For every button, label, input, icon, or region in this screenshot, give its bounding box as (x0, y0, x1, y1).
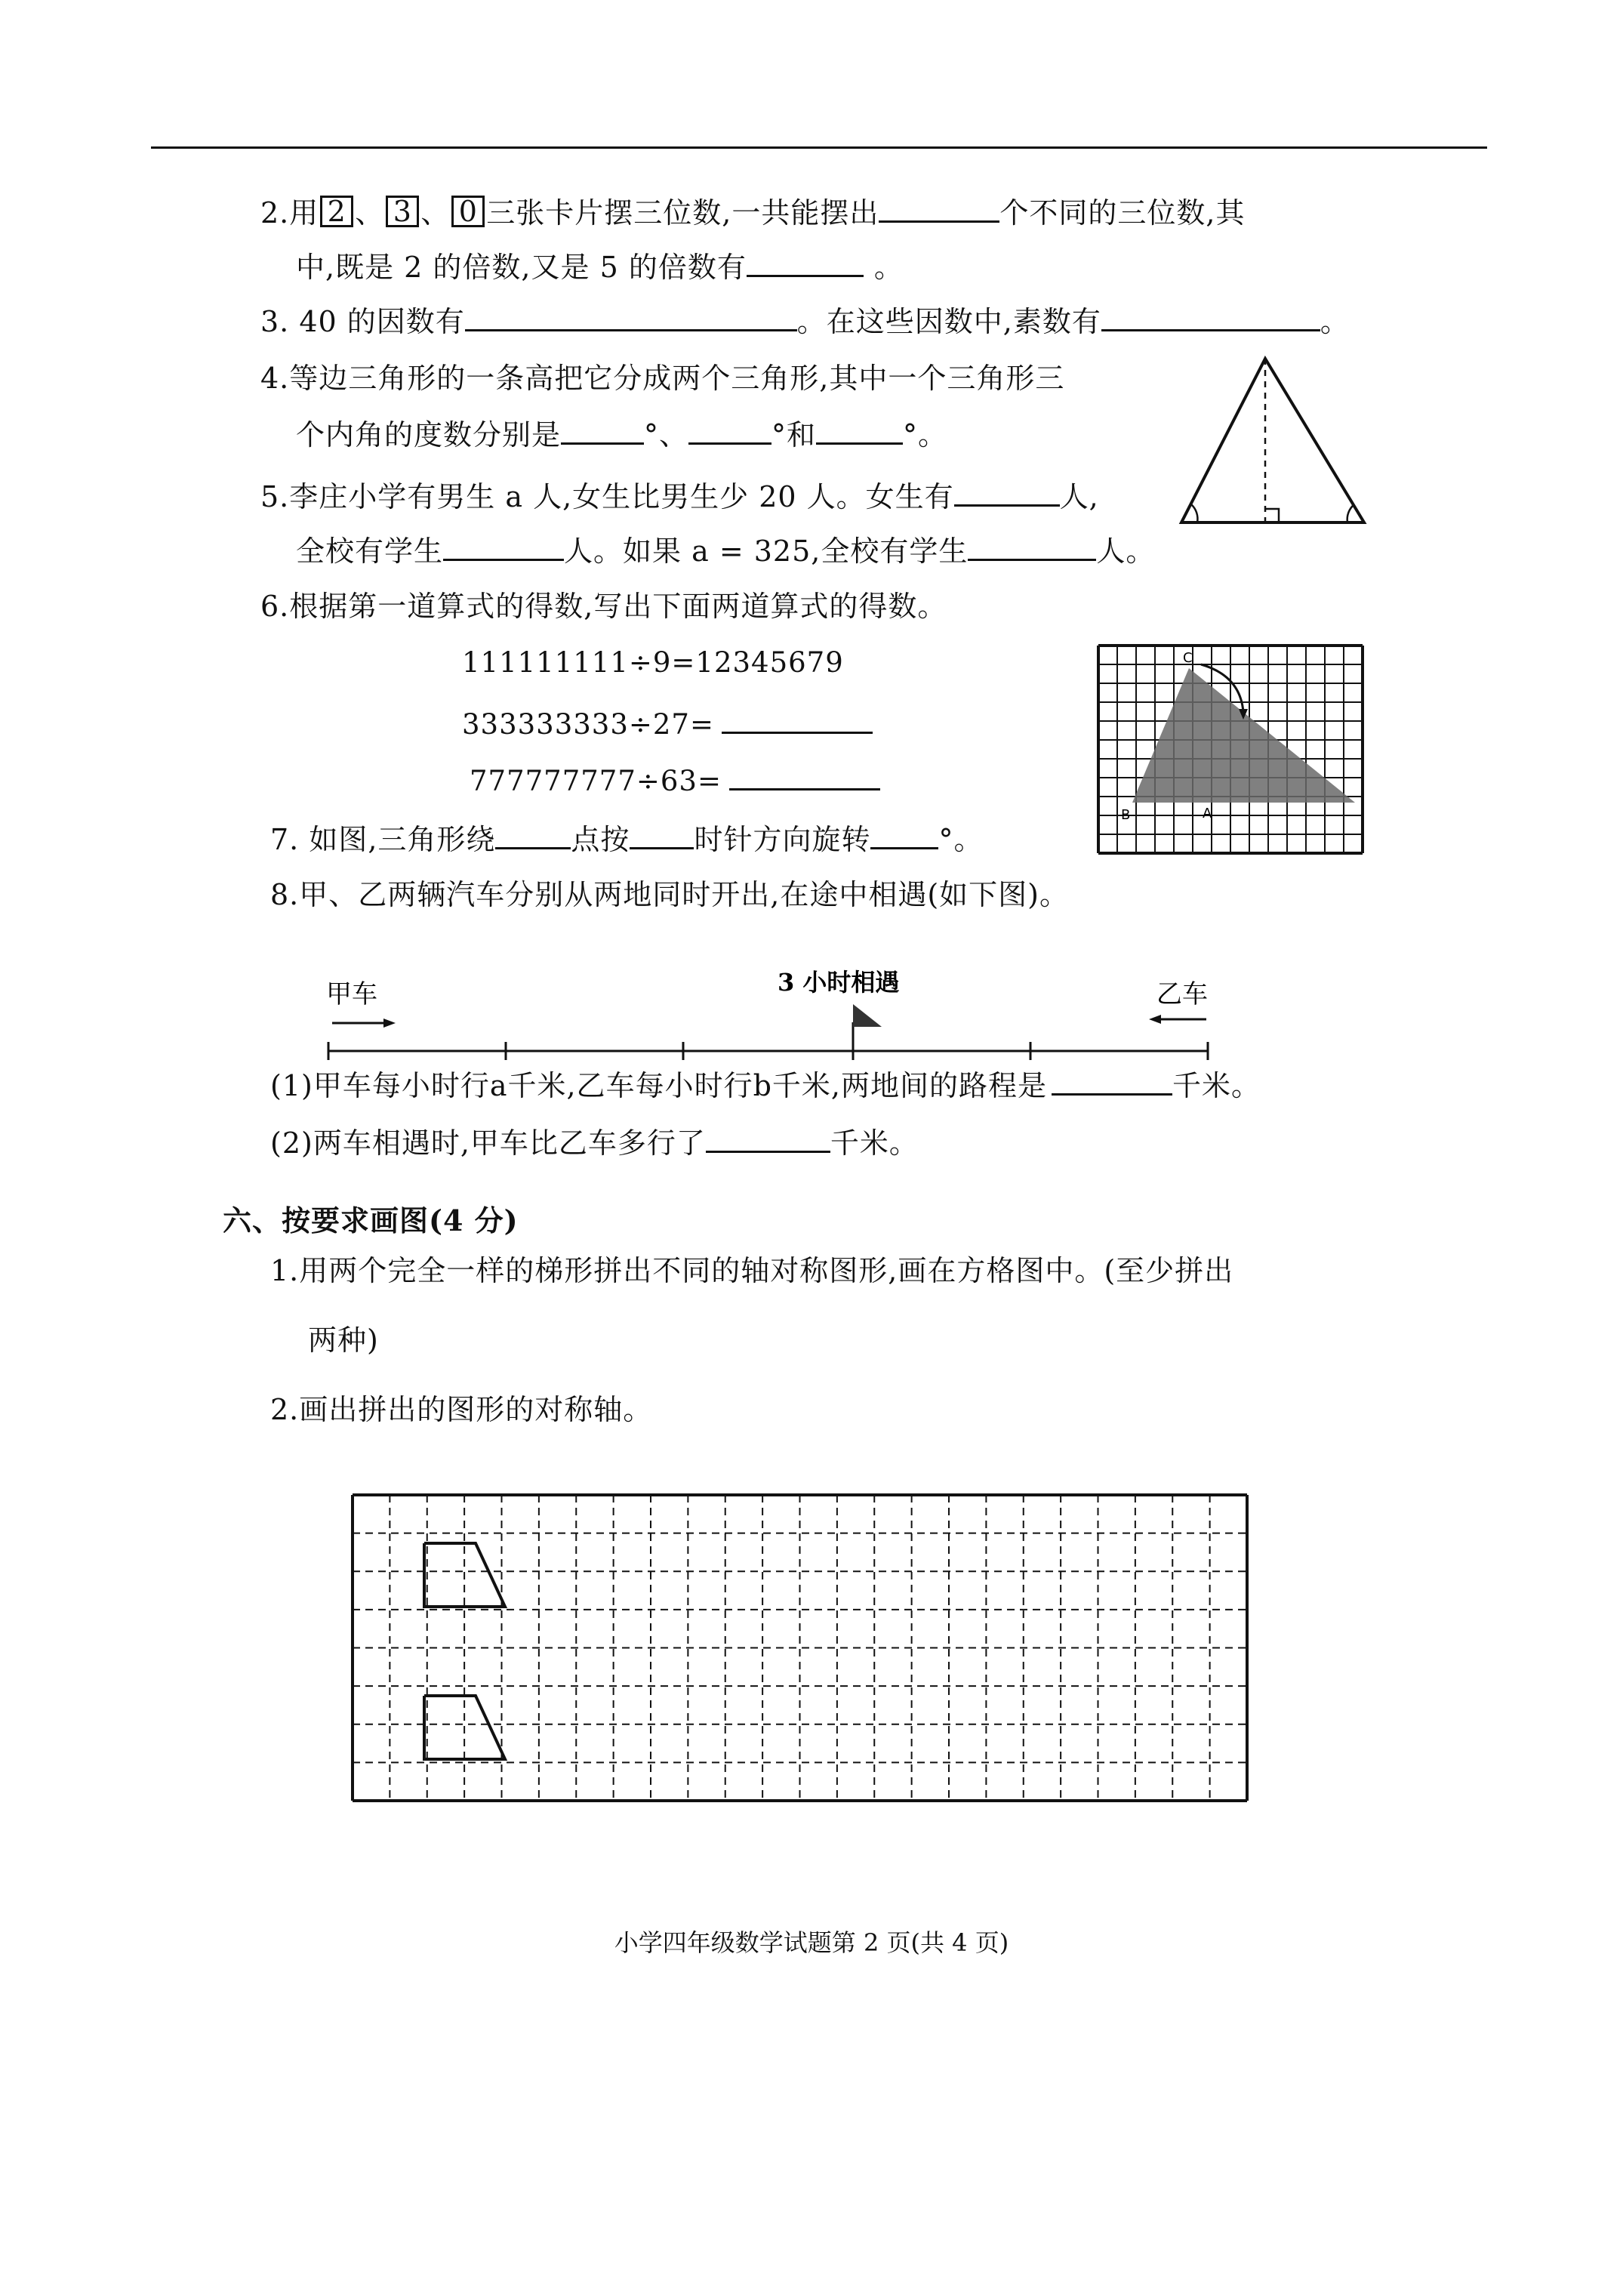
q5-answer-blank-3[interactable] (968, 533, 1096, 561)
q8-sub1-text: (1)甲车每小时行a千米,乙车每小时行b千米,两地间的路程是 (270, 1069, 1047, 1102)
number-card-0: 0 (451, 196, 485, 227)
q2-answer-blank-1[interactable] (879, 195, 999, 223)
q3-answer-blank-1[interactable] (465, 304, 797, 331)
meeting-line-diagram (317, 959, 1253, 1065)
q8-answer-blank-1[interactable] (1052, 1068, 1172, 1096)
q2-text-2: 中,既是 2 的倍数,又是 5 的倍数有 (296, 251, 747, 284)
q6-eq2-text: 333333333÷27= (462, 708, 714, 741)
separator: 、 (420, 196, 451, 230)
q7-text-b: 点按 (571, 823, 630, 856)
q2-line2 (296, 249, 904, 285)
number-card-2: 2 (320, 196, 353, 227)
drawing-grid[interactable] (351, 1493, 1249, 1803)
q5-unit: 人, (1059, 480, 1099, 513)
q7-text-a: 7. 如图,三角形绕 (270, 823, 496, 856)
q5-line2 (296, 533, 1155, 569)
q5-text-3: 人。如果 a = 325,全校有学生 (564, 535, 969, 568)
label-c: C (1183, 650, 1193, 666)
period: 。 (918, 418, 948, 451)
section-6-item2: 2.画出拼出的图形的对称轴。 (270, 1393, 653, 1426)
q2-answer-blank-2[interactable] (747, 249, 864, 277)
period: 。 (1320, 305, 1350, 338)
degree-sign: ° (903, 418, 919, 451)
number-card-3: 3 (386, 196, 419, 227)
car-b-label: 乙车 (1156, 979, 1208, 1009)
q4-text: 个内角的度数分别是 (296, 418, 562, 451)
q6-answer-blank-2[interactable] (729, 763, 880, 791)
degree-sign: ° (644, 418, 660, 451)
q8-unit: 千米。 (1172, 1069, 1261, 1102)
separator: 、 (659, 418, 689, 451)
q5-answer-blank-1[interactable] (954, 479, 1060, 507)
meeting-flag-icon (853, 1004, 882, 1027)
degree-sign: ° (771, 418, 787, 451)
q3-answer-blank-2[interactable] (1101, 304, 1320, 331)
q7-answer-blank-2[interactable] (630, 821, 694, 849)
and-word: 和 (787, 418, 817, 451)
q4-line2 (296, 417, 947, 452)
q7-line (270, 821, 983, 857)
q6-equation-2 (462, 706, 873, 742)
q4-answer-blank-3[interactable] (816, 417, 903, 445)
q8-unit-2: 千米。 (830, 1126, 919, 1160)
q5-line1 (260, 479, 1099, 514)
label-a: A (1203, 806, 1212, 821)
q5-answer-blank-2[interactable] (443, 533, 564, 561)
q7-answer-blank-1[interactable] (495, 821, 571, 849)
section-6-item1-cont: 两种) (308, 1324, 379, 1357)
q3-text-a: 3. 40 的因数有 (260, 305, 465, 338)
q2-prefix: 2.用 (260, 196, 319, 230)
q6-answer-blank-1[interactable] (722, 706, 873, 734)
period: 。 (873, 251, 904, 284)
car-a-label: 甲车 (326, 979, 377, 1009)
separator: 、 (355, 196, 385, 230)
q6-equation-3 (470, 763, 880, 799)
q5-unit-2: 人。 (1096, 535, 1156, 568)
q6-equation-1: 111111111÷9=12345679 (462, 646, 844, 679)
q6-eq3-text: 777777777÷63= (470, 765, 722, 797)
q6-title: 6.根据第一道算式的得数,写出下面两道算式的得数。 (260, 590, 947, 623)
section-6-title: 六、按要求画图(4 分) (223, 1203, 519, 1237)
q2-line1 (260, 195, 1245, 230)
q2-text-end: 个不同的三位数,其 (999, 196, 1246, 230)
equilateral-triangle-figure (1166, 355, 1378, 536)
q8-sub1 (270, 1068, 1261, 1103)
page-footer: 小学四年级数学试题第 2 页(共 4 页) (614, 1928, 1009, 1957)
q8-sub2 (270, 1125, 919, 1160)
label-b: B (1121, 807, 1131, 823)
q4-answer-blank-2[interactable] (688, 417, 771, 445)
q8-answer-blank-2[interactable] (706, 1125, 830, 1153)
q5-text-2: 全校有学生 (296, 535, 444, 568)
q2-text: 三张卡片摆三位数,一共能摆出 (486, 196, 879, 230)
q8-sub2-text: (2)两车相遇时,甲车比乙车多行了 (270, 1126, 706, 1160)
q5-text: 5.李庄小学有男生 a 人,女生比男生少 20 人。女生有 (260, 480, 954, 513)
rotation-grid-figure (1098, 646, 1370, 853)
grid-lines (353, 1495, 1247, 1801)
q3-text-b: 。在这些因数中,素数有 (796, 305, 1101, 338)
top-rule (151, 146, 1487, 149)
q3-line (260, 304, 1350, 339)
q7-end: °。 (938, 823, 984, 856)
section-6-item1: 1.用两个完全一样的梯形拼出不同的轴对称图形,画在方格图中。(至少拼出 (270, 1254, 1234, 1287)
meet-label: 3 小时相遇 (778, 968, 900, 997)
q8-title: 8.甲、乙两辆汽车分别从两地同时开出,在途中相遇(如下图)。 (270, 878, 1069, 911)
q7-answer-blank-3[interactable] (870, 821, 938, 849)
q4-line1: 4.等边三角形的一条高把它分成两个三角形,其中一个三角形三 (260, 362, 1065, 395)
q7-text-c: 时针方向旋转 (694, 823, 871, 856)
q4-answer-blank-1[interactable] (561, 417, 644, 445)
